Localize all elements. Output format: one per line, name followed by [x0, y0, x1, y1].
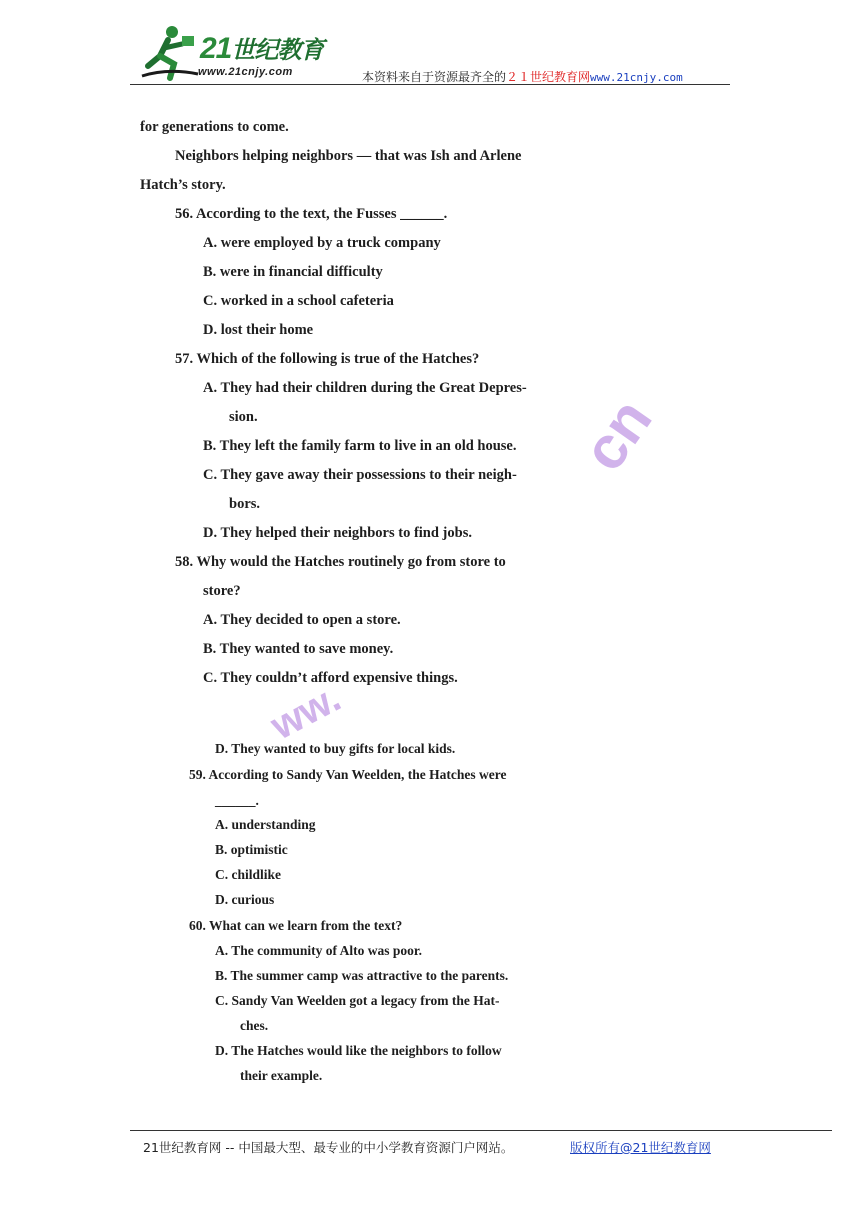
- footer-text: 21世纪教育网 -- 中国最大型、最专业的中小学教育资源门户网站。: [143, 1140, 514, 1155]
- option-58d: D. They wanted to buy gifts for local kids.: [215, 741, 456, 756]
- option-57d: D. They helped their neighbors to find jobs.: [203, 525, 472, 541]
- question-58-cont: store?: [203, 583, 241, 599]
- question-58: 58. Why would the Hatches routinely go from store to: [175, 554, 506, 570]
- footer-copyright-link[interactable]: 版权所有@21世纪教育网: [570, 1140, 711, 1155]
- option-60d-cont: their example.: [240, 1068, 323, 1083]
- option-56a: A. were employed by a truck company: [203, 235, 441, 251]
- option-59c: C. childlike: [215, 867, 282, 882]
- option-60a: A. The community of Alto was poor.: [215, 943, 423, 958]
- question-59-cont: ______.: [215, 793, 259, 808]
- option-60c-cont: ches.: [240, 1018, 269, 1033]
- option-60c: C. Sandy Van Weelden got a legacy from the Hat-: [215, 993, 500, 1008]
- footer-divider: [130, 1130, 832, 1131]
- option-59d: D. curious: [215, 892, 275, 907]
- option-57b: B. They left the family farm to live in an old house.: [203, 438, 517, 454]
- option-56d: D. lost their home: [203, 322, 314, 338]
- option-58c: C. They couldn’t afford expensive things.: [203, 670, 458, 686]
- passage-line: Hatch’s story.: [140, 177, 226, 193]
- option-59a: A. understanding: [215, 817, 316, 832]
- header-note: 本资料来自于资源最齐全的２１世纪教育网www.21cnjy.com: [362, 70, 683, 84]
- question-56: 56. According to the text, the Fusses ______.: [175, 206, 448, 222]
- watermark-upper: cn: [569, 386, 665, 483]
- passage-line: for generations to come.: [140, 119, 289, 135]
- site-logo: [138, 22, 338, 86]
- option-56c: C. worked in a school cafeteria: [203, 293, 394, 309]
- passage-line: Neighbors helping neighbors — that was Ish and Arlene: [175, 148, 522, 164]
- option-60b: B. The summer camp was attractive to the parents.: [215, 968, 509, 983]
- option-57c: C. They gave away their possessions to their neigh-: [203, 467, 517, 483]
- question-59: 59. According to Sandy Van Weelden, the Hatches were: [189, 767, 507, 782]
- option-56b: B. were in financial difficulty: [203, 264, 383, 280]
- header-url-link[interactable]: www.21cnjy.com: [590, 71, 683, 84]
- option-57a-cont: sion.: [229, 409, 258, 425]
- header-brand: ２１世纪教育网: [506, 70, 591, 84]
- logo-url: www.21cnjy.com: [198, 66, 293, 78]
- logo-wordmark: 21世纪教育: [200, 32, 324, 65]
- option-57c-cont: bors.: [229, 496, 261, 512]
- option-58a: A. They decided to open a store.: [203, 612, 401, 628]
- option-60d: D. The Hatches would like the neighbors to follow: [215, 1043, 502, 1058]
- question-57: 57. Which of the following is true of the Hatches?: [175, 351, 480, 367]
- option-58b: B. They wanted to save money.: [203, 641, 394, 657]
- running-figure-icon: [138, 22, 202, 84]
- question-60: 60. What can we learn from the text?: [189, 918, 403, 933]
- option-57a: A. They had their children during the Great Depres-: [203, 380, 527, 396]
- option-59b: B. optimistic: [215, 842, 288, 857]
- watermark-lower: ww.: [263, 675, 348, 749]
- header-divider: [130, 84, 730, 85]
